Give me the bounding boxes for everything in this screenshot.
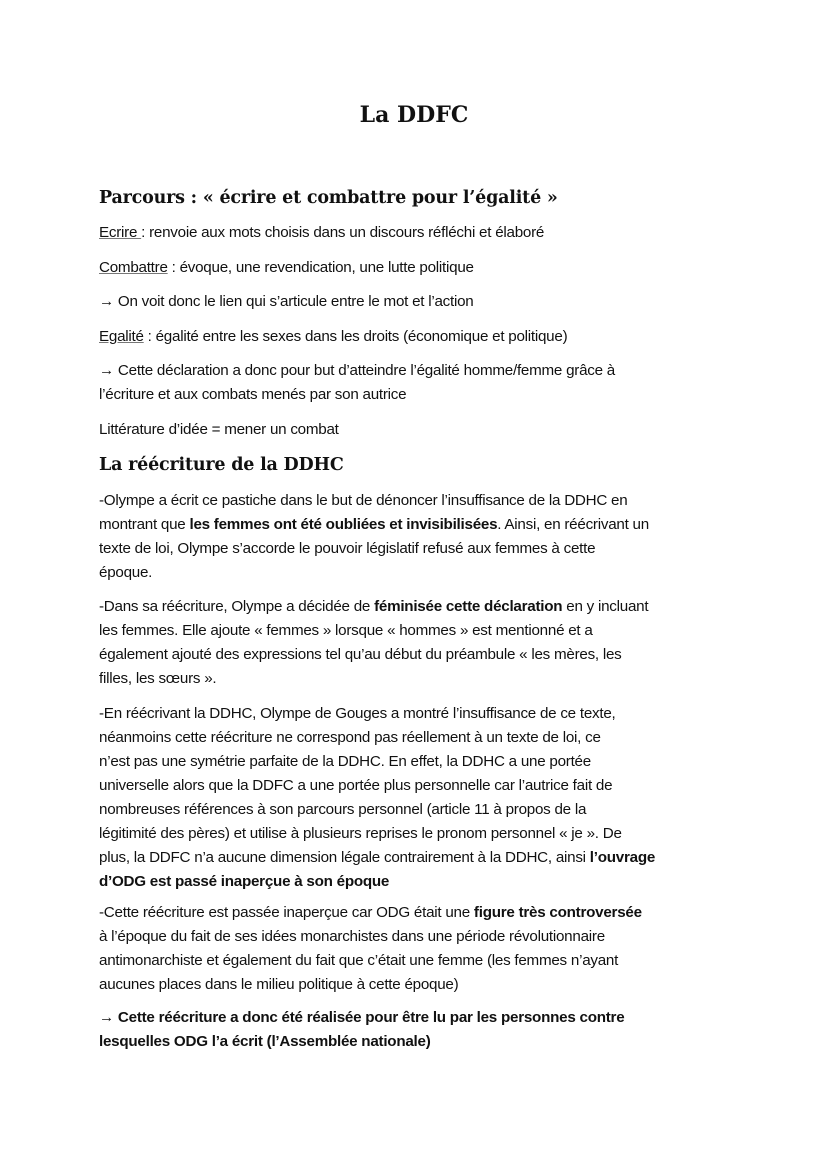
- text-segment: également ajouté des expressions tel qu’au début du préambule « les mères, les: [99, 646, 622, 663]
- section-heading: [99, 184, 558, 212]
- text-line: [99, 925, 642, 949]
- text-segment: → On voit donc le lien qui s’articule entre le mot et l’action: [99, 293, 474, 310]
- text-segment: filles, les sœurs ».: [99, 670, 217, 687]
- text-segment: l’écriture et aux combats menés par son autrice: [99, 386, 407, 403]
- text-line: [99, 901, 642, 925]
- text-line: [99, 973, 642, 997]
- text-segment: légitimité des pères) et utilise à plusieurs reprises le pronom personnel « je ». De: [99, 825, 622, 842]
- text-segment: époque.: [99, 564, 153, 581]
- text-line: [99, 750, 655, 774]
- paragraph: [99, 256, 474, 280]
- text-line: [99, 846, 655, 870]
- text-segment: en y incluant: [562, 598, 649, 615]
- text-segment: montrant que: [99, 516, 190, 533]
- text-line: [99, 702, 655, 726]
- paragraph: [99, 702, 655, 894]
- text-line: [99, 774, 655, 798]
- text-segment: Littérature d’idée = mener un combat: [99, 421, 339, 438]
- text-line: [99, 667, 648, 691]
- bold-text: féminisée cette déclaration: [374, 598, 563, 615]
- text-segment: -Dans sa réécriture, Olympe a décidée de: [99, 598, 375, 615]
- text-segment: La réécriture de la DDHC: [99, 455, 344, 475]
- text-line: [99, 451, 344, 479]
- text-segment: les femmes. Elle ajoute « femmes » lorsque « hommes » est mentionné et a: [99, 622, 593, 639]
- paragraph: [99, 290, 474, 314]
- underlined-term: Combattre: [99, 259, 168, 276]
- text-line: [99, 798, 655, 822]
- paragraph: [99, 1006, 624, 1054]
- text-segment: -Olympe a écrit ce pastiche dans le but de dénoncer l’insuffisance de la DDHC en: [99, 492, 628, 509]
- bold-text: l’ouvrage: [589, 849, 656, 866]
- text-line: [99, 418, 339, 442]
- bold-text: les femmes ont été oubliées et invisibilisées: [189, 516, 498, 533]
- text-segment: n’est pas une symétrie parfaite de la DDHC. En effet, la DDHC a une portée: [99, 753, 591, 770]
- text-segment: Parcours : « écrire et combattre pour l’égalité »: [99, 188, 558, 208]
- page-title: [0, 100, 828, 130]
- text-line: [99, 949, 642, 973]
- text-line: [99, 870, 655, 894]
- underlined-term: Ecrire: [99, 224, 142, 241]
- text-line: [99, 221, 544, 245]
- text-line: [99, 359, 615, 383]
- text-line: [99, 619, 648, 643]
- paragraph: [99, 359, 615, 407]
- text-line: [99, 290, 474, 314]
- paragraph: [99, 221, 544, 245]
- text-segment: -Cette réécriture est passée inaperçue car ODG était une: [99, 904, 474, 921]
- text-segment: plus, la DDFC n’a aucune dimension légale contrairement à la DDHC, ainsi: [99, 849, 590, 866]
- text-line: [99, 1030, 624, 1054]
- text-segment: La DDFC: [359, 102, 469, 128]
- bold-text: d’ODG est passé inaperçue à son époque: [99, 873, 390, 890]
- underlined-term: Egalité: [99, 328, 144, 345]
- text-line: [99, 383, 615, 407]
- paragraph: [99, 489, 649, 585]
- text-segment: aucunes places dans le milieu politique à cette époque): [99, 976, 459, 993]
- text-segment: texte de loi, Olympe s’accorde le pouvoir législatif refusé aux femmes à cette: [99, 540, 596, 557]
- text-line: [99, 822, 655, 846]
- text-line: [99, 184, 558, 212]
- text-line: [99, 256, 474, 280]
- text-line: [99, 537, 649, 561]
- text-line: [99, 513, 649, 537]
- text-line: [99, 726, 655, 750]
- bold-text: → Cette réécriture a donc été réalisée pour être lu par les personnes contre: [99, 1009, 625, 1026]
- paragraph: [99, 595, 648, 691]
- text-segment: néanmoins cette réécriture ne correspond pas réellement à un texte de loi, ce: [99, 729, 601, 746]
- paragraph: [99, 901, 642, 997]
- text-line: [99, 643, 648, 667]
- text-segment: . Ainsi, en réécrivant un: [497, 516, 649, 533]
- text-line: [99, 595, 648, 619]
- text-line: [99, 561, 649, 585]
- section-heading: [99, 451, 344, 479]
- paragraph: [99, 325, 567, 349]
- text-segment: nombreuses références à son parcours personnel (article 11 à propos de la: [99, 801, 587, 818]
- text-line: [99, 489, 649, 513]
- text-segment: -En réécrivant la DDHC, Olympe de Gouges a montré l’insuffisance de ce texte,: [99, 705, 616, 722]
- paragraph: [99, 418, 339, 442]
- text-segment: antimonarchiste et également du fait que c’était une femme (les femmes n’ayant: [99, 952, 619, 969]
- text-segment: : évoque, une revendication, une lutte politique: [167, 259, 474, 276]
- text-segment: à l’époque du fait de ses idées monarchistes dans une période révolutionnaire: [99, 928, 605, 945]
- text-line: [99, 325, 567, 349]
- text-segment: : renvoie aux mots choisis dans un discours réfléchi et élaboré: [141, 224, 545, 241]
- bold-text: figure très controversée: [473, 904, 642, 921]
- bold-text: lesquelles ODG l’a écrit (l’Assemblée nationale): [99, 1033, 431, 1050]
- text-segment: : égalité entre les sexes dans les droits (économique et politique): [143, 328, 568, 345]
- text-line: [99, 1006, 624, 1030]
- text-line: [0, 100, 828, 130]
- text-segment: universelle alors que la DDFC a une portée plus personnelle car l’autrice fait de: [99, 777, 613, 794]
- text-segment: → Cette déclaration a donc pour but d’atteindre l’égalité homme/femme grâce à: [99, 362, 615, 379]
